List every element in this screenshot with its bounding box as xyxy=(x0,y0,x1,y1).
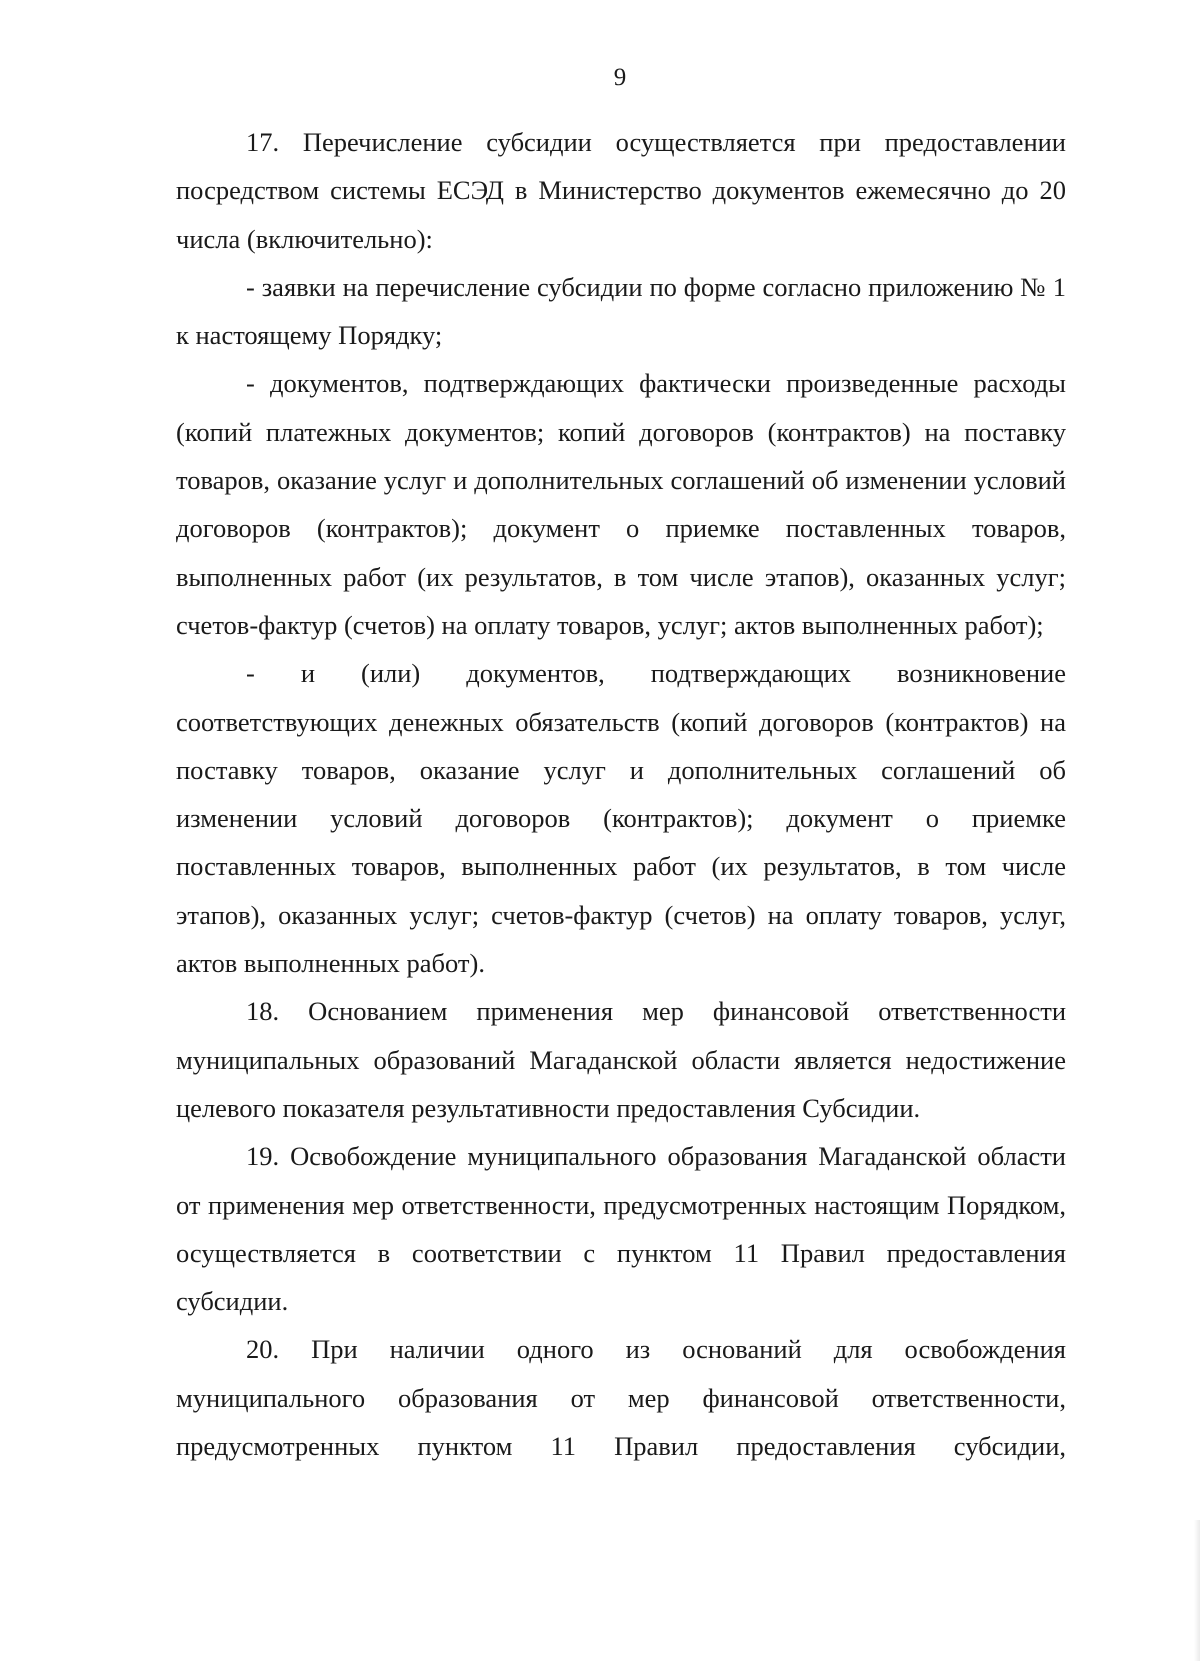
paragraph-20: 20. При наличии одного из оснований для освобождения муниципального образования от мер финансовой ответственности, предусмотренных пунктом 11 Правил предоставления субсидии, xyxy=(176,1334,1066,1462)
paragraph-17: 17. Перечисление субсидии осуществляется при предоставлении посредством системы ЕСЭД в Министерство документов ежемесячно до 20 числа (включительно): xyxy=(176,127,1066,254)
list-item-expense-documents: - документов, подтверждающих фактически произведенные расходы (копий платежных документов; копий договоров (контрактов) на поставку товаров, оказание услуг и дополнительных соглашений об изменении условий договоров (контрактов); документ о приемке поставленных товаров, выполненных работ (их результатов, в том числе этапов), оказанных услуг; счетов-фактур (счетов) на оплату товаров, услуг; актов выполненных работ); xyxy=(176,368,1066,640)
list-item-request: - заявки на перечисление субсидии по форме согласно приложению № 1 к настоящему Порядку; xyxy=(176,271,1066,351)
document-body xyxy=(176,118,1066,1470)
paragraph-19: 19. Освобождение муниципального образования Магаданской области от применения мер ответственности, предусмотренных настоящим Порядком, осуществляется в соответствии с пунктом 11 Правил предоставления субсидии. xyxy=(176,1141,1066,1317)
list-item-obligation-documents: - и (или) документов, подтверждающих возникновение соответствующих денежных обязательств (копий договоров (контрактов) на поставку товаров, оказание услуг и дополнительных соглашений об изменении условий договоров (контрактов); документ о приемке поставленных товаров, выполненных работ (их результатов, в том числе этапов), оказанных услуг; счетов-фактур (счетов) на оплату товаров, услуг, актов выполненных работ). xyxy=(176,658,1066,979)
paragraph-18: 18. Основанием применения мер финансовой ответственности муниципальных образований Магаданской области является недостижение целевого показателя результативности предоставления Субсидии. xyxy=(176,996,1066,1123)
scan-edge-shadow xyxy=(1194,1520,1200,1661)
page-number: 9 xyxy=(613,64,627,91)
